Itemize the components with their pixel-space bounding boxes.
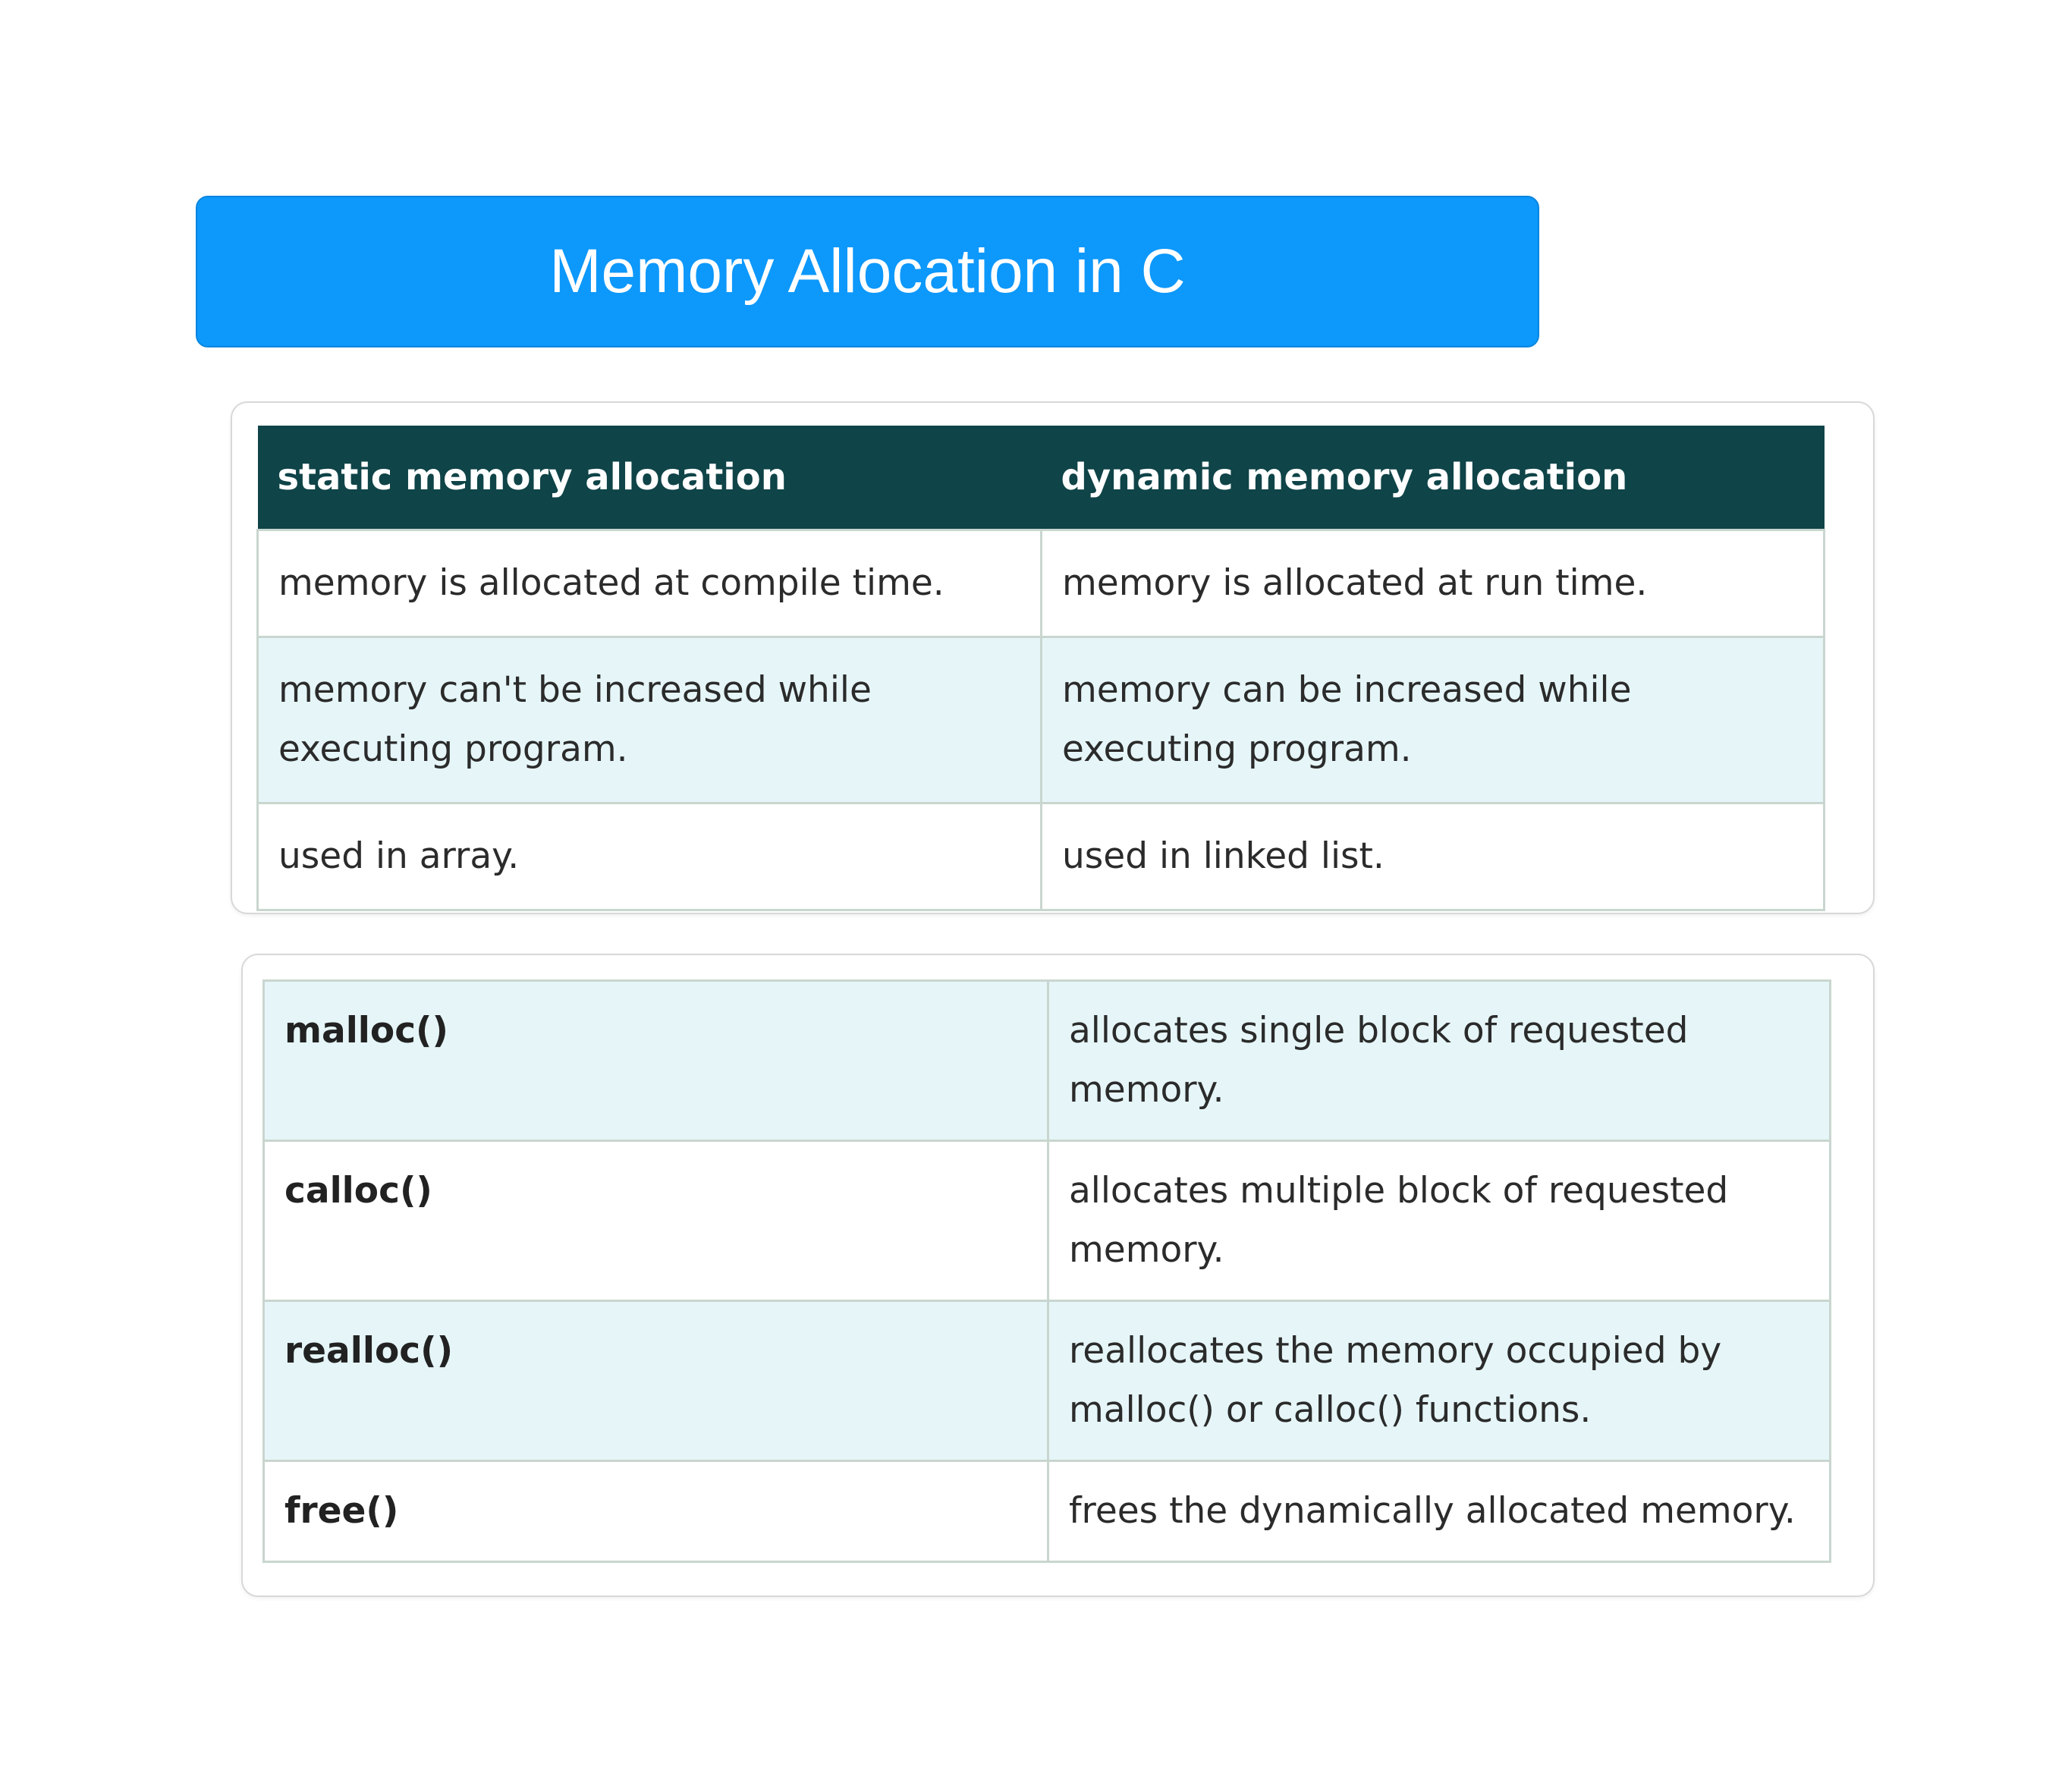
- title-banner: [196, 196, 1539, 347]
- function-description: allocates single block of requested memory.: [1048, 981, 1831, 1141]
- table-row: [264, 1141, 1831, 1301]
- functions-table: [262, 979, 1831, 1563]
- function-description: reallocates the memory occupied by malloc() or calloc() functions.: [1048, 1301, 1831, 1461]
- table-row: [258, 803, 1825, 910]
- table-cell: memory is allocated at run time.: [1042, 530, 1825, 637]
- page-title: Memory Allocation in C: [549, 237, 1186, 306]
- functions-card: [241, 954, 1875, 1597]
- comparison-card: [231, 401, 1875, 914]
- table-row: [264, 1301, 1831, 1461]
- comparison-table: [256, 426, 1825, 911]
- header-dynamic: dynamic memory allocation: [1042, 426, 1825, 530]
- table-cell: used in array.: [258, 803, 1042, 910]
- table-header-row: [258, 426, 1825, 530]
- table-row: [264, 1461, 1831, 1562]
- table-cell: used in linked list.: [1042, 803, 1825, 910]
- function-name: realloc(): [264, 1301, 1048, 1461]
- table-row: [264, 981, 1831, 1141]
- function-name: calloc(): [264, 1141, 1048, 1301]
- function-description: allocates multiple block of requested memory.: [1048, 1141, 1831, 1301]
- table-cell: memory is allocated at compile time.: [258, 530, 1042, 637]
- function-name: free(): [264, 1461, 1048, 1562]
- function-description: frees the dynamically allocated memory.: [1048, 1461, 1831, 1562]
- table-row: [258, 637, 1825, 803]
- header-static: static memory allocation: [258, 426, 1042, 530]
- table-cell: memory can't be increased while executing program.: [258, 637, 1042, 803]
- table-cell: memory can be increased while executing program.: [1042, 637, 1825, 803]
- table-row: [258, 530, 1825, 637]
- function-name: malloc(): [264, 981, 1048, 1141]
